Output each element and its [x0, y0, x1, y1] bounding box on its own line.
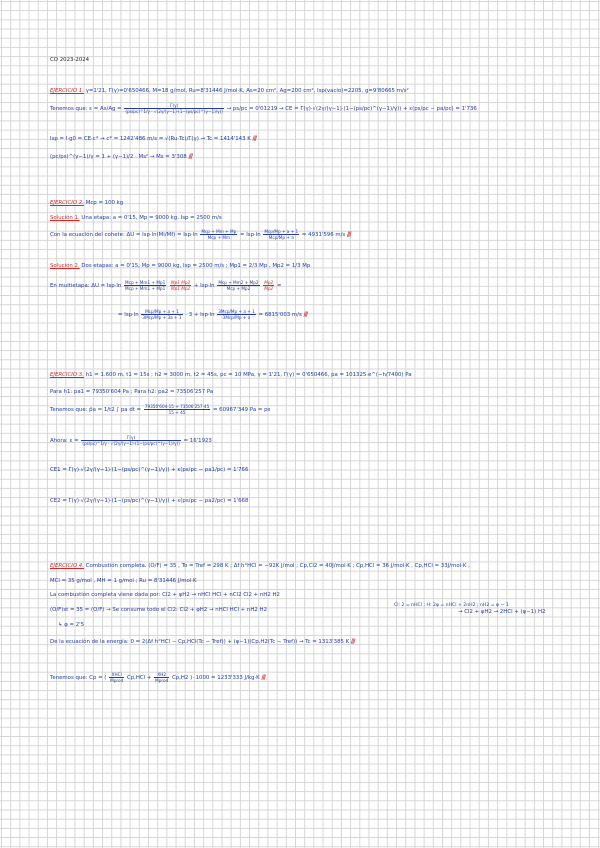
result-hatch-mark: ///	[303, 311, 308, 318]
ex2-sol2-frac2-num: Mcp + Mm2 + Mp2	[218, 280, 259, 285]
ex1-line2	[50, 103, 477, 114]
ex3-line4	[50, 435, 212, 446]
result-hatch-mark: ///	[252, 135, 257, 142]
ex3-pa-mean-den: 15 + 45	[168, 410, 186, 415]
ex2-sol2-eq-line2	[118, 309, 307, 320]
ex4-line4	[50, 607, 267, 614]
ex1-isp-eq: Isp = I·g0 = CE·c* → c* = 1242'486 m/s = √(Ru·Tc)/Γ(γ) → Tc = 1414'143 K	[50, 136, 251, 142]
ex4-cp-mid: Cp,HCl +	[126, 675, 152, 681]
ex4-cp-pre: Tenemos que: Cp = (	[50, 675, 107, 681]
ex2-statement	[50, 200, 123, 207]
ex2-sol2-frac1-red-den: Mp1 Mp2	[170, 286, 191, 291]
ex2-sol1-frac2-num: Mcp/Mp + a + 1	[264, 229, 299, 234]
ex4-line6	[50, 638, 354, 646]
ex2-sol1-eq-pre: Con la ecuación del cohete: ΔU = Isp·ln(Mi/Mf) = Isp·ln	[50, 232, 198, 238]
ex3-line3	[50, 404, 270, 415]
ex2-sol2-l3-frac2-num: 3Mcp/Mp + a + 1	[218, 309, 255, 314]
ex3-line5	[50, 467, 248, 474]
ex1-eps-num: Γ(γ)	[124, 103, 224, 109]
ex1-eps-den: (ps/pc)^1/γ · √(2γ/(γ−1)·(1−(ps/pc)^(γ−1)/γ))	[125, 109, 223, 114]
ex3-statement	[50, 372, 412, 379]
ex3-ce2: CE2 = Γ(γ)·√(2γ/(γ−1)·(1−(ps/pc)^(γ−1)/γ)) + ε(ps/pc − pa2/pc) = 1'668	[50, 498, 249, 504]
ex2-sol2-eq-pre: En multietapa: ΔU = Isp·ln	[50, 283, 122, 289]
ex2-sol2-header	[50, 263, 310, 270]
ex2-sol2-frac1-den: Mcp + Mm1 + Mp1	[125, 286, 166, 291]
ex4-statement	[50, 563, 470, 570]
ex3-pa-mean-label: Tenemos que: p̄a = 1/t2 ∫ pa dt =	[50, 407, 142, 413]
ex2-sol2-l3-mid: · 3 + Isp·ln	[185, 312, 215, 318]
ex1-eps-fraction	[124, 103, 224, 114]
ex2-sol2-l3-result: = 6815'003 m/s	[258, 312, 302, 318]
ex2-data: Mcp = 100 kg	[85, 200, 124, 206]
ex2-sol1-frac1	[200, 229, 237, 240]
ex2-sol1-eq	[50, 229, 351, 240]
ex2-sol1-frac2	[263, 229, 299, 240]
ex2-label: EJERCICIO 2.	[50, 200, 84, 206]
ex4-cp-frac2-num: XH2	[154, 672, 169, 678]
ex1-line4	[50, 153, 192, 161]
ex2-sol1-eq-mid: = Isp·ln	[239, 232, 261, 238]
ex2-sol2-frac2-red	[263, 280, 274, 291]
ex4-balance: Cl: 2 = nHCl ; H: 2φ = nHCl + 2nH2 ; nH2 = φ − 1	[394, 603, 509, 608]
ex4-stoich: (O/F)st = 35 = (O/F) → Se consume todo el Cl2: Cl2 + φH2 → nHCl HCl + nH2 H2	[50, 607, 267, 613]
ex2-sol2-frac2	[217, 280, 259, 291]
ex4-data2: MCl = 35 g/mol , MH = 1 g/mol ; Ru = 8'31446 J/mol·K	[50, 578, 197, 584]
ex4-line3: La combustión completa viene dada por: Cl2 + φH2 → nHCl HCl + nCl2 Cl2 + nH2 H2	[50, 592, 280, 598]
ex1-mach-eq: (pc/ps)^(γ−1)/γ = 1 + (γ−1)/2 · Ms² → Ms = 3'308	[50, 154, 187, 160]
ex4-cp-end: Cp,H2 )· 1000 = 1233'333 J/kg·K	[172, 675, 260, 681]
ex2-sol1-frac1-num: Mcp + Mm + Mp	[201, 229, 237, 234]
ex3-eps-den: (ps/pc)^1/γ · √(2γ/(γ−1)·(1−(ps/pc)^(γ−1)/γ))	[82, 441, 180, 446]
result-hatch-mark: ///	[261, 674, 265, 681]
ex2-sol1-result: = 4931'596 m/s	[301, 232, 346, 238]
ex2-sol2-eq: En multietapa: ΔU = Isp·ln $\frac{\text{Mcp + Mm1 + Mp1}}{\text{Mcp + Mm1 + Mp1}}$ $\frac{Mp1 Mp2}{Mp1 Mp2}$ + Isp·ln $\frac{\text{Mcp + Mm2 + Mp2}}{\text{Mcp + Mp2}}$ $\frac{Mp2}{Mp2}$ =	[50, 280, 282, 291]
ex3-pa-mean-result: = 60967'349 Pa = ps	[212, 407, 271, 413]
ex4-cp-frac1-den: Mprod	[110, 678, 124, 683]
ex4-data: Combustión completa. (O/F) = 35 , To = Tref = 298 K ; Δf h°HCl = −92K J/mol ; Cp,Cl2 = 40J/mol·K ; Cp,HCl = 36 J/mol·K , Cp,HCl = 33J/mol·K ,	[85, 563, 470, 569]
ex3-eps-num: Γ(γ)	[81, 435, 181, 441]
ex2-sol2-l3-frac1	[141, 309, 182, 320]
result-hatch-mark: ///	[350, 638, 355, 645]
ex2-sol2-eq-mid: + Isp·ln	[193, 283, 215, 289]
ex4-cp-frac1	[109, 672, 124, 683]
ex3-ce1: CE1 = Γ(γ)·√(2γ/(γ−1)·(1−(ps/pc)^(γ−1)/γ)) + ε(ps/pc − pa1/pc) = 1'766	[50, 467, 249, 473]
page-title: CO 2023-2024	[50, 57, 90, 63]
ex2-sol2-frac2-red-num: Mp2	[264, 280, 274, 285]
ex4-energy-eq: De la ecuación de la energía: 0 = 2(Δf h°HCl − Cp,HCl(Tc − Tref)) + (φ−1)(Cp,H2(Tc − Tref)) → Tc = 1313'385 K	[50, 639, 350, 645]
ex1-ce: CE = Γ(γ)·√(2γ/(γ−1)·(1−(ps/pc)^(γ−1)/γ)) + ε(ps/pc − pa/pc) = 1'736	[285, 106, 477, 112]
ex1-line3	[50, 135, 256, 143]
result-hatch-mark: ///	[188, 153, 193, 160]
ex2-sol2-l3-frac2-den: 3Mcp/Mp + a	[222, 315, 251, 320]
ex1-label: EJERCICIO 1.	[50, 88, 84, 94]
ex3-eps-result: = 16'1923	[183, 438, 212, 444]
ex2-sol1-frac1-den: Mcp + Mm	[207, 235, 231, 240]
ex2-sol2-l3-frac1-den: 3Mcp/Mp + 3a + 1	[142, 315, 182, 320]
ex2-sol1-data: Una etapa: a = 0'15, Mp = 9000 kg, Isp = 2500 m/s	[81, 215, 222, 221]
ex2-sol2-l3-frac2	[217, 309, 256, 320]
ex2-sol2-frac2-red-den: Mp2	[264, 286, 274, 291]
ex2-sol2-data: Dos etapas: a = 0'15, Mp = 9000 kg, Isp = 2500 m/s ; Mp1 = 2/3 Mp , Mp2 = 1/3 Mp	[81, 263, 311, 269]
ex4-cp-frac1-num: XHCl	[109, 672, 124, 678]
ex2-sol1-label: Solución 1.	[50, 215, 80, 221]
ex2-sol2-frac1-red	[170, 280, 191, 291]
ex3-pa-mean-num: 79350'604·15 + 73506'257·45	[144, 404, 210, 409]
ex3-label: EJERCICIO 3.	[50, 372, 84, 378]
ex4-line7	[50, 672, 265, 683]
ex2-sol2-frac2-den: Mcp + Mp2	[226, 286, 251, 291]
ex3-line2: Para h1: pa1 = 79350'604 Pa ; Para h2: pa2 = 73506'257 Pa	[50, 389, 214, 395]
ex4-cp-frac2	[154, 672, 169, 683]
result-hatch-mark: ///	[346, 231, 351, 238]
ex4-reaction-final: → Cl2 + φH2 → 2HCl + (φ−1) H2	[458, 609, 546, 615]
ex1-data: γ=1'21, Γ(γ)=0'650466, M=18 g/mol, Ru=8'31446 J/mol·K, As=20 cm², Ag=200 cm², Isp(vacío)=2205, g=9'80665 m/s²	[85, 88, 409, 94]
ex2-sol2-l3-frac1-num: Mcp/Mp + a + 1	[141, 309, 182, 315]
ex3-eps-frac	[81, 435, 181, 446]
ex2-sol2-frac1	[124, 280, 166, 291]
ex2-sol2-frac1-num: Mcp + Mm1 + Mp1	[125, 280, 166, 285]
ex1-statement	[50, 88, 409, 95]
ex4-label: EJERCICIO 4.	[50, 563, 84, 569]
ex2-sol1-frac2-den: Mcp/Mp + a	[268, 235, 294, 240]
ex3-data: h1 = 1.600 m, t1 = 15s ; h2 = 3000 m, t2 = 45s, pc = 10 MPa, γ = 1'21, Γ(γ) = 0'650466, pa = 101325·e^(−h/7400) Pa	[85, 372, 412, 378]
ex1-ps-pc: → ps/pc = 0'01219 →	[226, 106, 284, 112]
ex4-phi: ↳ φ = 2'5	[58, 622, 85, 628]
ex3-line6	[50, 498, 248, 505]
ex3-eps-label: Ahora: ε =	[50, 438, 79, 444]
ex2-sol1-header	[50, 215, 222, 222]
ex3-pa-mean-frac	[144, 404, 210, 415]
ex2-sol2-l3-pre: = Isp·ln	[118, 312, 139, 318]
ex2-sol2-label: Solución 2.	[50, 263, 80, 269]
ex4-cp-frac2-den: Mprod	[155, 678, 169, 683]
ex1-eps-label: Tenemos que: ε = As/Ag =	[50, 106, 122, 112]
ex2-sol2-frac1-red-num: Mp1 Mp2	[170, 280, 191, 285]
